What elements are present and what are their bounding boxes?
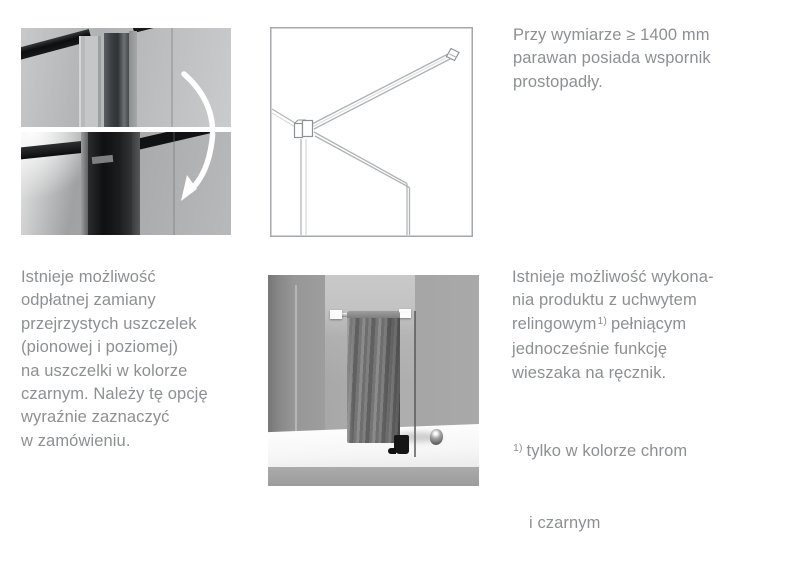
glass-clamp bbox=[295, 124, 303, 138]
glass-edge-band bbox=[132, 28, 231, 33]
glass-edge bbox=[414, 311, 416, 457]
note-line: Istnieje możliwość wykona- bbox=[512, 268, 714, 286]
note-line: wyraźnie zaznaczyć bbox=[21, 408, 170, 427]
seal-black-photo bbox=[21, 132, 231, 235]
note-line: parawan posiada wspornik bbox=[513, 49, 711, 68]
clear-seal-flange bbox=[79, 36, 104, 127]
glass-reflection-line bbox=[171, 28, 173, 127]
clear-seal-core bbox=[104, 33, 129, 127]
note-line: nia produktu z uchwytem bbox=[512, 291, 697, 310]
glass-reflection-line bbox=[173, 132, 175, 235]
black-seal-flange bbox=[132, 132, 140, 235]
note-line: (pionowej i poziomej) bbox=[21, 338, 179, 357]
black-seal-highlight bbox=[81, 132, 88, 235]
note-line: jednocześnie funkcję bbox=[512, 340, 668, 359]
seal-swap-photos-figure bbox=[21, 28, 231, 235]
perpendicular-support-drawing bbox=[270, 27, 473, 237]
note-text: pełniącym bbox=[611, 314, 687, 333]
note-line: Istnieje możliwość bbox=[21, 268, 156, 286]
black-seal-core bbox=[88, 132, 132, 235]
footnote-line bbox=[512, 512, 797, 535]
clear-seal-flange bbox=[129, 31, 137, 127]
seal-clear-photo bbox=[21, 28, 231, 127]
rail-end-cap bbox=[330, 310, 342, 319]
note-text: relingowym bbox=[512, 314, 597, 333]
note-line: w zamówieniu. bbox=[21, 431, 131, 450]
wall-corner-line bbox=[295, 285, 297, 445]
note-line: prostopadły. bbox=[513, 72, 603, 91]
towel bbox=[347, 311, 400, 443]
note-line: przejrzystych uszczelek bbox=[21, 314, 197, 333]
rail-end-cap bbox=[399, 309, 411, 318]
bottom-bracket bbox=[394, 435, 409, 454]
seal-note bbox=[21, 266, 256, 453]
note-line bbox=[512, 313, 797, 338]
bracket-note bbox=[513, 24, 793, 94]
footnote bbox=[512, 393, 797, 582]
note-line: na uszczelki w kolorze bbox=[21, 361, 188, 380]
note-line: czarnym. Należy tę opcję bbox=[21, 385, 208, 404]
footnote-marker: 1) bbox=[513, 441, 523, 454]
note-line: odpłatnej zamiany bbox=[21, 291, 156, 310]
footnote-line bbox=[512, 440, 797, 465]
note-line: wieszaka na ręcznik. bbox=[512, 363, 667, 382]
footnote-marker: 1) bbox=[597, 314, 607, 327]
towel-rail-photo bbox=[268, 275, 479, 486]
drawing-canvas bbox=[270, 27, 473, 237]
floor bbox=[268, 467, 479, 486]
note-text: i czarnym bbox=[529, 514, 601, 533]
rail-note bbox=[512, 266, 797, 582]
note-line: Przy wymiarze ≥ 1400 mm bbox=[513, 26, 710, 44]
note-text: tylko w kolorze chrom bbox=[526, 441, 688, 460]
